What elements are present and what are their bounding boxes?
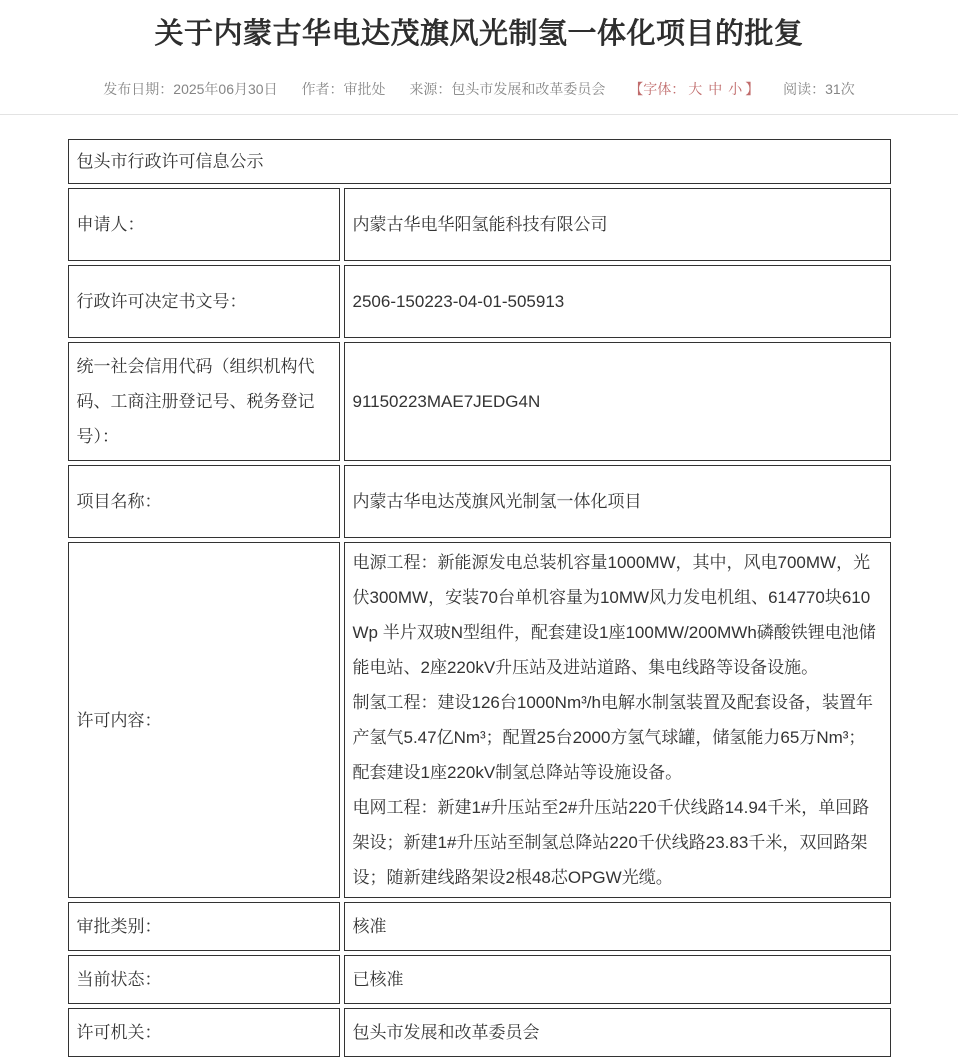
publish-date-label: 发布日期：	[103, 81, 174, 98]
permit-content-power-paragraph: 电源工程：新能源发电总装机容量1000MW，其中，风电700MW，光伏300MW，安装70台单机容量为10MW风力发电机组、614770块610Wp 半片双玻N型组件，配套建设1座100MW/200MWh磷酸铁锂电池储能电站、2座220kV升压站及进站道路、集电线路等设备设施。	[352, 553, 876, 678]
font-size-widget	[629, 81, 759, 97]
table-caption: 包头市行政许可信息公示	[68, 139, 891, 184]
permit-content-hydrogen-paragraph: 制氢工程：建设126台1000Nm³/h电解水制氢装置及配套设备，装置年产氢气5.47亿Nm³；配置25台2000方氢气球罐，储氢能力65万Nm³；配套建设1座220kV制氢总降站等设施设备。	[352, 693, 873, 783]
author-value: 审批处	[343, 81, 386, 98]
permit-authority-row	[68, 1008, 891, 1057]
article-header	[0, 0, 958, 115]
author	[301, 81, 385, 97]
approval-category-label: 审批类别：	[68, 902, 340, 951]
applicant-row	[68, 188, 891, 261]
approval-category-value: 核准	[344, 902, 891, 951]
font-size-small-link[interactable]: 小	[728, 81, 743, 98]
publish-date-value: 2025年06月30日	[173, 81, 278, 98]
credit-code-value: 91150223MAE7JEDG4N	[344, 342, 891, 461]
view-count-value: 31次	[825, 81, 855, 98]
decision-doc-number-value: 2506-150223-04-01-505913	[344, 265, 891, 338]
font-widget-open: 【字体：	[629, 81, 686, 98]
permit-authority-label: 许可机关：	[68, 1008, 340, 1057]
source	[409, 81, 605, 97]
source-value: 包头市发展和改革委员会	[451, 81, 606, 98]
decision-doc-number-row	[68, 265, 891, 338]
permit-content-grid-paragraph: 电网工程：新建1#升压站至2#升压站220千伏线路14.94千米，单回路架设；新建1#升压站至制氢总降站220千伏线路23.83千米，双回路架设；随新建线路架设2根48芯OPGW光缆。	[352, 798, 870, 888]
article-content	[0, 115, 958, 1061]
applicant-label: 申请人：	[68, 188, 340, 261]
applicant-value: 内蒙古华电华阳氢能科技有限公司	[344, 188, 891, 261]
credit-code-label: 统一社会信用代码（组织机构代码、工商注册登记号、税务登记号）：	[68, 342, 340, 461]
decision-doc-number-label: 行政许可决定书文号：	[68, 265, 340, 338]
view-count	[783, 81, 855, 97]
permit-content-value	[344, 542, 891, 898]
permit-content-label: 许可内容：	[68, 542, 340, 898]
publish-date	[103, 81, 277, 97]
table-caption-row	[68, 139, 891, 184]
view-count-label: 阅读：	[783, 81, 826, 98]
project-name-value: 内蒙古华电达茂旗风光制氢一体化项目	[344, 465, 891, 538]
current-status-value: 已核准	[344, 955, 891, 1004]
current-status-row	[68, 955, 891, 1004]
article-meta	[0, 79, 958, 99]
project-name-row	[68, 465, 891, 538]
project-name-label: 项目名称：	[68, 465, 340, 538]
page-title: 关于内蒙古华电达茂旗风光制氢一体化项目的批复	[154, 18, 804, 50]
font-size-medium-link[interactable]: 中	[708, 81, 723, 98]
permit-info-table	[64, 135, 895, 1061]
credit-code-row	[68, 342, 891, 461]
current-status-label: 当前状态：	[68, 955, 340, 1004]
font-size-large-link[interactable]: 大	[688, 81, 703, 98]
approval-category-row	[68, 902, 891, 951]
permit-content-row	[68, 542, 891, 898]
font-widget-close: 】	[745, 81, 760, 98]
source-label: 来源：	[409, 81, 452, 98]
permit-authority-value: 包头市发展和改革委员会	[344, 1008, 891, 1057]
author-label: 作者：	[301, 81, 344, 98]
